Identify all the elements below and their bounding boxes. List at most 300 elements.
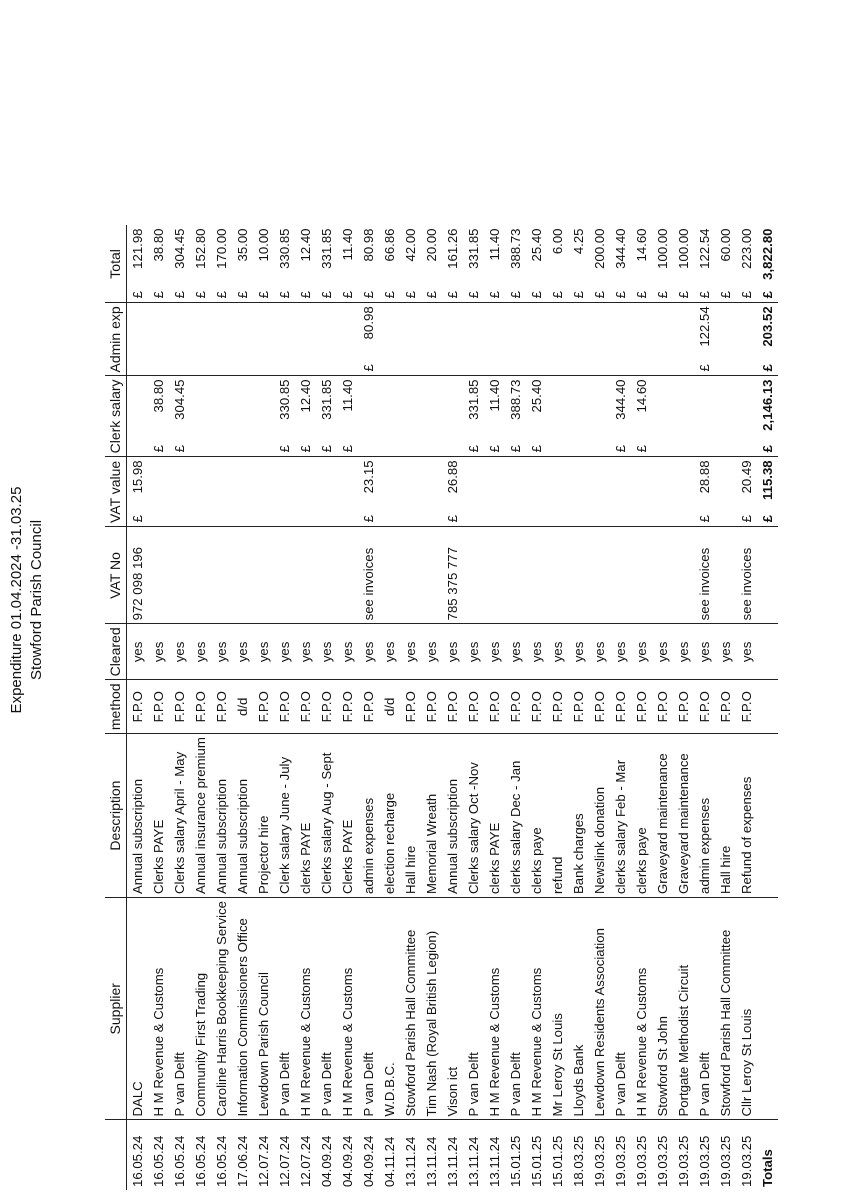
row-date: 13.11.24 bbox=[487, 1136, 502, 1187]
row-date: 12.07.24 bbox=[277, 1135, 292, 1187]
row-admin-exp: 122.54 bbox=[697, 306, 712, 347]
totals-admin-exp: 203.52 bbox=[760, 306, 775, 347]
row-vat-value-currency bbox=[190, 507, 211, 527]
row-vat-value bbox=[211, 457, 232, 507]
row-clerk-salary: 11.40 bbox=[487, 379, 502, 412]
row-supplier: P van Delft bbox=[274, 898, 295, 1121]
row-vat-no bbox=[379, 527, 400, 624]
row-clerk-salary-currency: £ bbox=[631, 437, 652, 457]
row-total: 330.85 bbox=[277, 228, 292, 269]
row-clerk-salary bbox=[232, 376, 253, 437]
row-vat-value-currency bbox=[253, 507, 274, 527]
row-admin-exp bbox=[211, 303, 232, 355]
row-cleared: yes bbox=[421, 624, 442, 680]
row-supplier: H M Revenue & Customs bbox=[295, 898, 316, 1121]
table-row bbox=[211, 225, 232, 1190]
row-admin-exp-currency bbox=[232, 355, 253, 376]
row-vat-value-currency bbox=[526, 507, 547, 527]
row-clerk-salary bbox=[547, 376, 568, 437]
row-total: 11.40 bbox=[487, 228, 502, 261]
row-total: 223.00 bbox=[739, 228, 754, 269]
row-vat-value-currency bbox=[400, 507, 421, 527]
row-total-currency: £ bbox=[316, 283, 337, 303]
row-clerk-salary-currency bbox=[589, 437, 610, 457]
row-supplier: P van Delft bbox=[169, 898, 190, 1121]
row-clerk-salary-currency: £ bbox=[484, 437, 505, 457]
row-clerk-salary-currency bbox=[232, 437, 253, 457]
row-supplier: Lewdown Residents Association bbox=[589, 898, 610, 1121]
row-supplier: P van Delft bbox=[505, 898, 526, 1121]
row-total: 170.00 bbox=[214, 228, 229, 269]
row-vat-value-currency bbox=[547, 507, 568, 527]
totals-empty bbox=[757, 898, 778, 1121]
row-vat-value bbox=[673, 457, 694, 507]
row-description: clerks salary Feb - Mar bbox=[610, 734, 631, 898]
row-date: 16.05.24 bbox=[151, 1135, 166, 1187]
row-admin-exp bbox=[505, 303, 526, 355]
row-method: F.P.O bbox=[253, 680, 274, 734]
row-total: 121.98 bbox=[130, 228, 145, 269]
row-vat-value: 28.88 bbox=[697, 460, 712, 494]
row-cleared: yes bbox=[673, 624, 694, 680]
totals-clerk-salary-currency: £ bbox=[757, 437, 778, 457]
row-description: Hall hire bbox=[400, 734, 421, 898]
row-vat-no bbox=[400, 527, 421, 624]
row-total-currency: £ bbox=[274, 283, 295, 303]
totals-empty bbox=[757, 680, 778, 734]
row-admin-exp-currency bbox=[505, 355, 526, 376]
row-clerk-salary: 330.85 bbox=[277, 379, 292, 420]
row-date: 19.03.25 bbox=[739, 1135, 754, 1187]
row-admin-exp bbox=[463, 303, 484, 355]
row-vat-value-currency bbox=[568, 507, 589, 527]
row-vat-no bbox=[211, 527, 232, 624]
row-admin-exp bbox=[274, 303, 295, 355]
row-total-currency: £ bbox=[169, 283, 190, 303]
row-cleared: yes bbox=[253, 624, 274, 680]
row-clerk-salary bbox=[673, 376, 694, 437]
row-method: d/d bbox=[379, 680, 400, 734]
row-admin-exp bbox=[589, 303, 610, 355]
row-cleared: yes bbox=[547, 624, 568, 680]
row-vat-value-currency bbox=[631, 507, 652, 527]
row-admin-exp-currency bbox=[547, 355, 568, 376]
row-admin-exp bbox=[400, 303, 421, 355]
row-method: F.P.O bbox=[547, 680, 568, 734]
row-cleared: yes bbox=[295, 624, 316, 680]
row-total-currency: £ bbox=[295, 283, 316, 303]
row-description: Clerk salary June - July bbox=[274, 734, 295, 898]
row-vat-value-currency: £ bbox=[442, 507, 463, 527]
row-clerk-salary-currency: £ bbox=[337, 437, 358, 457]
row-admin-exp bbox=[316, 303, 337, 355]
row-admin-exp-currency bbox=[442, 355, 463, 376]
row-admin-exp bbox=[295, 303, 316, 355]
row-total: 388.73 bbox=[508, 228, 523, 269]
row-total: 80.98 bbox=[361, 228, 376, 262]
table-row bbox=[673, 225, 694, 1190]
row-admin-exp bbox=[715, 303, 736, 355]
row-vat-value-currency bbox=[169, 507, 190, 527]
header-clerk-salary: Clerk salary bbox=[105, 376, 127, 457]
row-vat-no bbox=[274, 527, 295, 624]
row-clerk-salary: 388.73 bbox=[508, 379, 523, 420]
row-method: F.P.O bbox=[631, 680, 652, 734]
row-clerk-salary bbox=[694, 376, 715, 437]
row-total-currency: £ bbox=[715, 283, 736, 303]
row-vat-value-currency: £ bbox=[694, 507, 715, 527]
row-method: F.P.O bbox=[295, 680, 316, 734]
row-method: F.P.O bbox=[190, 680, 211, 734]
row-vat-value-currency bbox=[274, 507, 295, 527]
row-description: Annual insurance premium bbox=[190, 734, 211, 898]
row-date: 16.05.24 bbox=[172, 1135, 187, 1187]
row-clerk-salary-currency: £ bbox=[274, 437, 295, 457]
row-vat-value-currency: £ bbox=[358, 507, 379, 527]
row-description: Clerks PAYE bbox=[148, 734, 169, 898]
row-vat-no bbox=[673, 527, 694, 624]
row-admin-exp bbox=[568, 303, 589, 355]
row-vat-no: see invoices bbox=[358, 527, 379, 624]
table-row bbox=[316, 225, 337, 1190]
row-admin-exp-currency: £ bbox=[694, 355, 715, 376]
row-clerk-salary-currency bbox=[673, 437, 694, 457]
row-vat-value-currency: £ bbox=[127, 507, 149, 527]
row-total: 100.00 bbox=[655, 228, 670, 269]
row-clerk-salary-currency bbox=[547, 437, 568, 457]
row-description: Annual subscription bbox=[232, 734, 253, 898]
table-row bbox=[442, 225, 463, 1190]
row-vat-value-currency bbox=[652, 507, 673, 527]
row-total: 12.40 bbox=[298, 228, 313, 262]
row-admin-exp bbox=[421, 303, 442, 355]
header-vat-value: VAT value bbox=[105, 457, 127, 527]
row-cleared: yes bbox=[358, 624, 379, 680]
row-clerk-salary bbox=[568, 376, 589, 437]
header-method: method bbox=[105, 680, 127, 734]
row-vat-value bbox=[421, 457, 442, 507]
row-vat-value-currency bbox=[148, 507, 169, 527]
row-supplier: Mr Leroy St Louis bbox=[547, 898, 568, 1121]
table-row bbox=[379, 225, 400, 1190]
header-vat-no: VAT No bbox=[105, 527, 127, 624]
row-total: 4.25 bbox=[571, 228, 586, 255]
table-row bbox=[610, 225, 631, 1190]
row-cleared: yes bbox=[505, 624, 526, 680]
row-total-currency: £ bbox=[337, 283, 358, 303]
row-clerk-salary bbox=[589, 376, 610, 437]
table-row bbox=[526, 225, 547, 1190]
table-row bbox=[358, 225, 379, 1190]
row-admin-exp-currency bbox=[652, 355, 673, 376]
row-vat-value bbox=[463, 457, 484, 507]
row-admin-exp bbox=[253, 303, 274, 355]
row-clerk-salary: 331.85 bbox=[466, 379, 481, 420]
row-clerk-salary bbox=[442, 376, 463, 437]
header-cleared: Cleared bbox=[105, 624, 127, 680]
row-total-currency: £ bbox=[652, 283, 673, 303]
table-row bbox=[274, 225, 295, 1190]
row-clerk-salary bbox=[190, 376, 211, 437]
row-clerk-salary bbox=[421, 376, 442, 437]
row-clerk-salary bbox=[379, 376, 400, 437]
row-date: 13.11.24 bbox=[403, 1136, 418, 1187]
table-row bbox=[463, 225, 484, 1190]
row-total: 14.60 bbox=[634, 228, 649, 262]
row-total-currency: £ bbox=[673, 283, 694, 303]
row-cleared: yes bbox=[442, 624, 463, 680]
row-vat-no bbox=[148, 527, 169, 624]
row-total: 25.40 bbox=[529, 228, 544, 262]
row-vat-no bbox=[232, 527, 253, 624]
row-clerk-salary-currency: £ bbox=[526, 437, 547, 457]
row-clerk-salary-currency bbox=[736, 437, 757, 457]
row-supplier: H M Revenue & Customs bbox=[526, 898, 547, 1121]
row-total: 122.54 bbox=[697, 228, 712, 269]
row-total-currency: £ bbox=[610, 283, 631, 303]
table-row bbox=[631, 225, 652, 1190]
row-supplier: P van Delft bbox=[610, 898, 631, 1121]
row-clerk-salary-currency: £ bbox=[169, 437, 190, 457]
row-clerk-salary-currency: £ bbox=[505, 437, 526, 457]
row-vat-value bbox=[589, 457, 610, 507]
row-cleared: yes bbox=[568, 624, 589, 680]
row-admin-exp-currency bbox=[316, 355, 337, 376]
row-vat-no bbox=[631, 527, 652, 624]
row-description: election recharge bbox=[379, 734, 400, 898]
row-cleared: yes bbox=[715, 624, 736, 680]
row-method: F.P.O bbox=[589, 680, 610, 734]
row-vat-no bbox=[526, 527, 547, 624]
row-total: 38.80 bbox=[151, 228, 166, 262]
row-vat-value-currency bbox=[379, 507, 400, 527]
row-cleared: yes bbox=[232, 624, 253, 680]
row-cleared: yes bbox=[337, 624, 358, 680]
row-vat-value bbox=[400, 457, 421, 507]
totals-admin-exp-currency: £ bbox=[757, 355, 778, 376]
row-vat-value: 23.15 bbox=[361, 460, 376, 494]
row-total: 331.85 bbox=[466, 228, 481, 269]
row-clerk-salary-currency: £ bbox=[148, 437, 169, 457]
row-vat-no: 972 098 196 bbox=[127, 527, 149, 624]
row-vat-no bbox=[295, 527, 316, 624]
row-supplier: Stowford Parish Hall Committee bbox=[715, 898, 736, 1121]
row-admin-exp bbox=[148, 303, 169, 355]
row-cleared: yes bbox=[631, 624, 652, 680]
row-cleared: yes bbox=[484, 624, 505, 680]
row-vat-no bbox=[547, 527, 568, 624]
row-date: 19.03.25 bbox=[718, 1135, 733, 1187]
row-description: Clerks salary Aug - Sept bbox=[316, 734, 337, 898]
row-supplier: Caroline Harris Bookkeeping Service bbox=[211, 898, 232, 1121]
table-row bbox=[169, 225, 190, 1190]
row-description: Clerks salary April - May bbox=[169, 734, 190, 898]
row-cleared: yes bbox=[589, 624, 610, 680]
row-vat-value bbox=[379, 457, 400, 507]
row-description: Projector hire bbox=[253, 734, 274, 898]
row-clerk-salary-currency bbox=[652, 437, 673, 457]
row-admin-exp-currency bbox=[568, 355, 589, 376]
row-vat-value bbox=[631, 457, 652, 507]
row-description: Annual subscription bbox=[211, 734, 232, 898]
row-total-currency: £ bbox=[190, 283, 211, 303]
row-total-currency: £ bbox=[358, 283, 379, 303]
row-vat-value-currency bbox=[211, 507, 232, 527]
row-cleared: yes bbox=[379, 624, 400, 680]
row-method: F.P.O bbox=[694, 680, 715, 734]
row-date: 13.11.24 bbox=[466, 1136, 481, 1187]
row-total-currency: £ bbox=[253, 283, 274, 303]
row-date: 19.03.25 bbox=[697, 1135, 712, 1187]
row-cleared: yes bbox=[400, 624, 421, 680]
row-clerk-salary-currency bbox=[211, 437, 232, 457]
row-method: F.P.O bbox=[484, 680, 505, 734]
row-total: 344.40 bbox=[613, 228, 628, 269]
row-description: Graveyard maintenance bbox=[652, 734, 673, 898]
row-vat-no bbox=[505, 527, 526, 624]
row-clerk-salary bbox=[400, 376, 421, 437]
row-admin-exp-currency bbox=[211, 355, 232, 376]
row-clerk-salary-currency bbox=[421, 437, 442, 457]
row-date: 16.05.24 bbox=[130, 1135, 145, 1187]
row-description: admin expenses bbox=[694, 734, 715, 898]
row-cleared: yes bbox=[211, 624, 232, 680]
row-total-currency: £ bbox=[694, 283, 715, 303]
row-total: 200.00 bbox=[592, 228, 607, 269]
row-date: 15.01.25 bbox=[529, 1135, 544, 1187]
row-method: F.P.O bbox=[274, 680, 295, 734]
table-row bbox=[652, 225, 673, 1190]
row-cleared: yes bbox=[190, 624, 211, 680]
row-vat-value bbox=[253, 457, 274, 507]
totals-vat-value-currency: £ bbox=[757, 507, 778, 527]
row-vat-value bbox=[295, 457, 316, 507]
row-total-currency: £ bbox=[379, 283, 400, 303]
row-admin-exp bbox=[631, 303, 652, 355]
sheet-subtitle: Expenditure 01.04.2024 -31.03.25 bbox=[8, 486, 25, 714]
row-vat-value-currency bbox=[337, 507, 358, 527]
row-admin-exp-currency: £ bbox=[358, 355, 379, 376]
row-clerk-salary bbox=[715, 376, 736, 437]
row-admin-exp-currency bbox=[400, 355, 421, 376]
row-supplier: W.D.B.C. bbox=[379, 898, 400, 1121]
row-cleared: yes bbox=[463, 624, 484, 680]
row-clerk-salary-currency bbox=[442, 437, 463, 457]
row-method: F.P.O bbox=[127, 680, 149, 734]
row-method: F.P.O bbox=[673, 680, 694, 734]
row-method: F.P.O bbox=[358, 680, 379, 734]
row-admin-exp-currency bbox=[526, 355, 547, 376]
row-admin-exp bbox=[610, 303, 631, 355]
row-total-currency: £ bbox=[736, 283, 757, 303]
row-admin-exp-currency bbox=[274, 355, 295, 376]
row-date: 17.06.24 bbox=[235, 1135, 250, 1187]
row-vat-value-currency bbox=[484, 507, 505, 527]
table-row bbox=[568, 225, 589, 1190]
table-row bbox=[694, 225, 715, 1190]
row-admin-exp-currency bbox=[295, 355, 316, 376]
row-vat-no: see invoices bbox=[694, 527, 715, 624]
row-clerk-salary bbox=[253, 376, 274, 437]
row-supplier: P van Delft bbox=[694, 898, 715, 1121]
header-description: Description bbox=[105, 734, 127, 898]
row-vat-no bbox=[652, 527, 673, 624]
row-vat-value bbox=[568, 457, 589, 507]
row-total: 60.00 bbox=[718, 228, 733, 262]
row-total: 331.85 bbox=[319, 228, 334, 269]
row-description: clerks PAYE bbox=[295, 734, 316, 898]
row-total: 152.80 bbox=[193, 228, 208, 269]
row-clerk-salary: 25.40 bbox=[529, 379, 544, 413]
row-total-currency: £ bbox=[400, 283, 421, 303]
row-description: Bank charges bbox=[568, 734, 589, 898]
row-vat-value-currency bbox=[505, 507, 526, 527]
row-method: d/d bbox=[232, 680, 253, 734]
header-supplier: Supplier bbox=[105, 898, 127, 1121]
row-vat-no bbox=[589, 527, 610, 624]
row-description: Annual subscription bbox=[127, 734, 149, 898]
row-supplier: Lewdown Parish Council bbox=[253, 898, 274, 1121]
row-clerk-salary bbox=[736, 376, 757, 437]
row-total-currency: £ bbox=[526, 283, 547, 303]
row-admin-exp bbox=[484, 303, 505, 355]
row-vat-value-currency bbox=[316, 507, 337, 527]
row-method: F.P.O bbox=[169, 680, 190, 734]
row-total-currency: £ bbox=[421, 283, 442, 303]
row-vat-value bbox=[715, 457, 736, 507]
row-method: F.P.O bbox=[442, 680, 463, 734]
row-date: 12.07.24 bbox=[298, 1135, 313, 1187]
row-vat-value bbox=[526, 457, 547, 507]
row-date: 04.11.24 bbox=[382, 1136, 397, 1187]
row-date: 15.01.25 bbox=[550, 1135, 565, 1187]
row-total-currency: £ bbox=[589, 283, 610, 303]
row-supplier: Cllr Leroy St Louis bbox=[736, 898, 757, 1121]
row-vat-value bbox=[610, 457, 631, 507]
row-description: Memorial Wreath bbox=[421, 734, 442, 898]
row-supplier: Vison ict bbox=[442, 898, 463, 1121]
row-total: 6.00 bbox=[550, 228, 565, 255]
row-date: 16.05.24 bbox=[193, 1135, 208, 1187]
row-vat-no bbox=[169, 527, 190, 624]
row-clerk-salary-currency bbox=[715, 437, 736, 457]
totals-empty bbox=[757, 734, 778, 898]
row-date: 19.03.25 bbox=[613, 1135, 628, 1187]
row-vat-value-currency bbox=[589, 507, 610, 527]
table-row bbox=[148, 225, 169, 1190]
row-description: admin expenses bbox=[358, 734, 379, 898]
row-method: F.P.O bbox=[610, 680, 631, 734]
row-vat-value bbox=[232, 457, 253, 507]
row-admin-exp-currency bbox=[610, 355, 631, 376]
row-vat-value bbox=[148, 457, 169, 507]
row-total: 11.40 bbox=[340, 228, 355, 261]
row-total: 161.26 bbox=[445, 228, 460, 269]
row-date: 13.11.24 bbox=[424, 1136, 439, 1187]
sheet-title: Stowford Parish Council bbox=[28, 519, 45, 681]
row-vat-value bbox=[316, 457, 337, 507]
row-clerk-salary-currency bbox=[358, 437, 379, 457]
row-total-currency: £ bbox=[505, 283, 526, 303]
row-description: clerks paye bbox=[631, 734, 652, 898]
row-clerk-salary-currency bbox=[253, 437, 274, 457]
row-description: Annual subscription bbox=[442, 734, 463, 898]
totals-empty bbox=[757, 624, 778, 680]
row-cleared: yes bbox=[694, 624, 715, 680]
table-row bbox=[232, 225, 253, 1190]
row-vat-value: 26.88 bbox=[445, 460, 460, 494]
row-total-currency: £ bbox=[442, 283, 463, 303]
